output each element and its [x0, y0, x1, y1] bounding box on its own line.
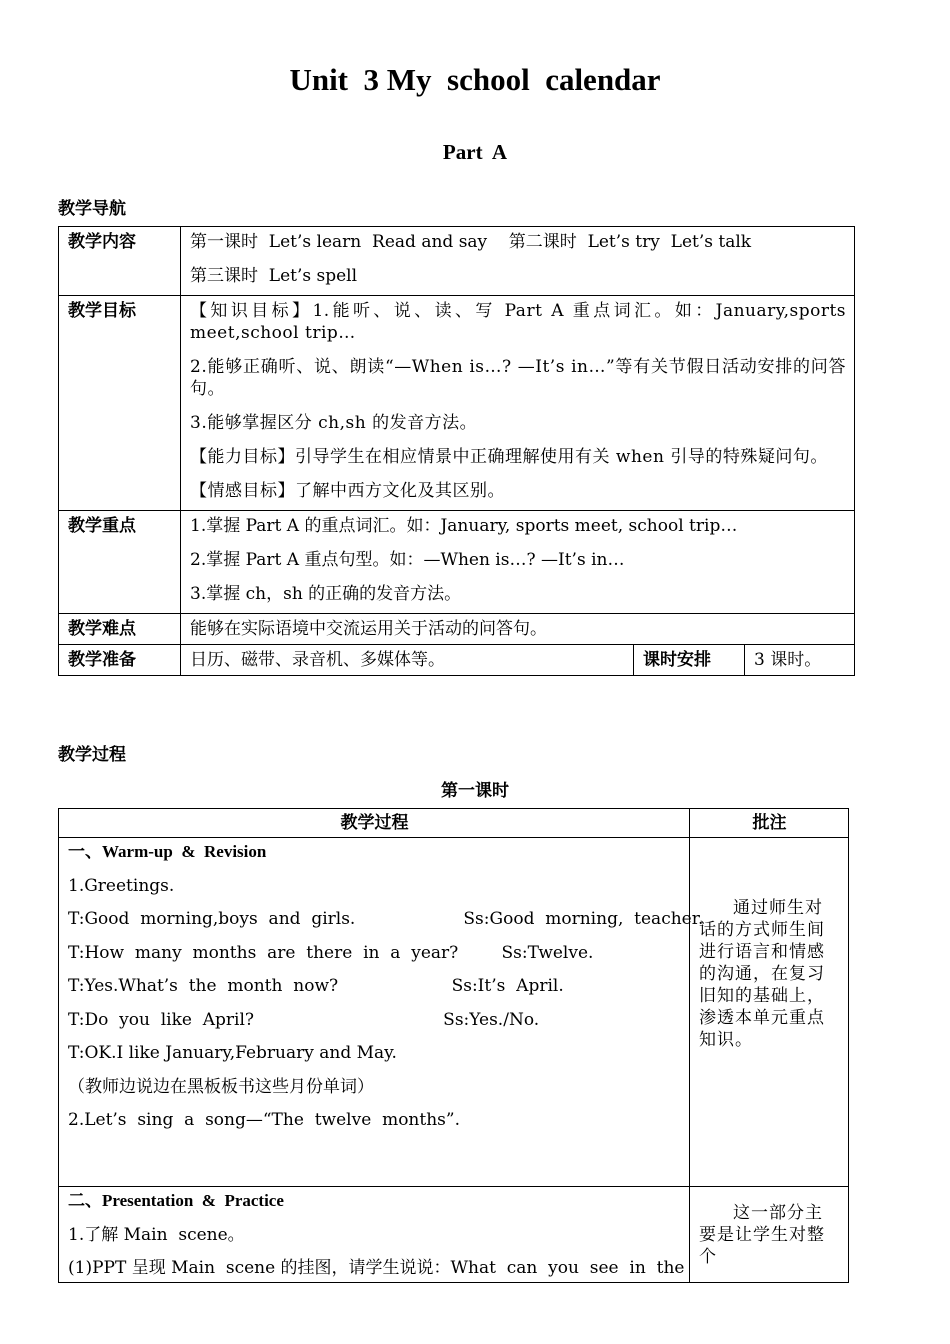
content-line: 第三课时 Let’s spell [190, 266, 358, 286]
process-line: T:Good morning,boys and girls. Ss:Good morning, teacher. [68, 909, 704, 929]
process-header-row [59, 809, 849, 838]
prep-row [59, 645, 855, 676]
key-points-label: 教学重点 [59, 511, 181, 614]
col-notes-header: 批注 [690, 809, 849, 838]
process-line: T:How many months are there in a year? Ss:Twelve. [68, 942, 594, 963]
process-line: （教师边说边在黑板板书这些月份单词） [68, 1076, 374, 1097]
process-table [58, 808, 849, 1283]
part-title: Part A [442, 140, 508, 164]
schedule-cell: 3 课时。 [745, 645, 855, 676]
key-point: 3.掌握 ch，sh 的正确的发音方法。 [190, 584, 462, 604]
note-warmup: 通过师生对话的方式师生间进行语言和情感的沟通，在复习旧知的基础上，渗透本单元重点知识。 [690, 838, 849, 1187]
section-row [59, 838, 849, 1187]
key-point: 1.掌握 Part A 的重点词汇。如：January, sports meet, school trip… [190, 516, 738, 536]
section-title: 一、Warm-up & Revision [68, 842, 267, 861]
goals-row [59, 296, 855, 511]
process-heading: 教学过程 [58, 745, 126, 765]
process-line: T:Do you like April? Ss:Yes./No. [68, 1009, 540, 1030]
prep-label: 教学准备 [59, 645, 181, 676]
key-point: 2.掌握 Part A 重点句型。如：—When is…? —It’s in… [190, 550, 625, 570]
content-cell [181, 227, 855, 296]
col-process-header: 教学过程 [59, 809, 690, 838]
document-title: Unit 3 My school calendar [289, 62, 661, 97]
process-line: T:OK.I like January,February and May. [68, 1043, 397, 1063]
process-line: 2.Let’s sing a song—“The twelve months”. [68, 1110, 460, 1130]
nav-table [58, 226, 855, 676]
goal-item: 2.能够正确听、说、朗读“—When is…? —It’s in…”等有关节假日活动安排的问答句。 [190, 357, 847, 399]
section-presentation [59, 1187, 690, 1283]
goal-item: 【知识目标】1.能听、说、读、写 Part A 重点词汇。如：January,sports meet,school trip… [190, 301, 847, 343]
nav-heading: 教学导航 [58, 199, 126, 219]
goal-item: 【能力目标】引导学生在相应情景中正确理解使用有关 when 引导的特殊疑问句。 [190, 447, 828, 467]
process-line: 1.了解 Main scene。 [68, 1224, 245, 1245]
goals-cell [181, 296, 855, 511]
lesson-heading: 第一课时 [441, 781, 509, 801]
prep-cell: 日历、磁带、录音机、多媒体等。 [181, 645, 634, 676]
process-line: 1.Greetings. [68, 875, 175, 896]
content-row [59, 227, 855, 296]
difficulty-row [59, 614, 855, 645]
key-points-row [59, 511, 855, 614]
section-row [59, 1187, 849, 1283]
content-line: 第一课时 Let’s learn Read and say 第二课时 Let’s try Let’s talk [190, 232, 752, 252]
goal-item: 3.能够掌握区分 ch,sh 的发音方法。 [190, 413, 478, 433]
process-line: (1)PPT 呈现 Main scene 的挂图，请学生说说：What can you see in the [68, 1258, 685, 1278]
content-label: 教学内容 [59, 227, 181, 296]
goal-item: 【情感目标】了解中西方文化及其区别。 [190, 481, 505, 501]
note-presentation: 这一部分主要是让学生对整个 [690, 1187, 849, 1283]
difficulty-cell: 能够在实际语境中交流运用关于活动的问答句。 [181, 614, 855, 645]
section-warmup [59, 838, 704, 1187]
process-line: T:Yes.What’s the month now? Ss:It’s April. [68, 976, 564, 996]
schedule-label: 课时安排 [634, 645, 745, 676]
section-title: 二、Presentation & Practice [68, 1191, 284, 1210]
difficulty-label: 教学难点 [59, 614, 181, 645]
goals-label: 教学目标 [59, 296, 181, 511]
key-points-cell [181, 511, 855, 614]
